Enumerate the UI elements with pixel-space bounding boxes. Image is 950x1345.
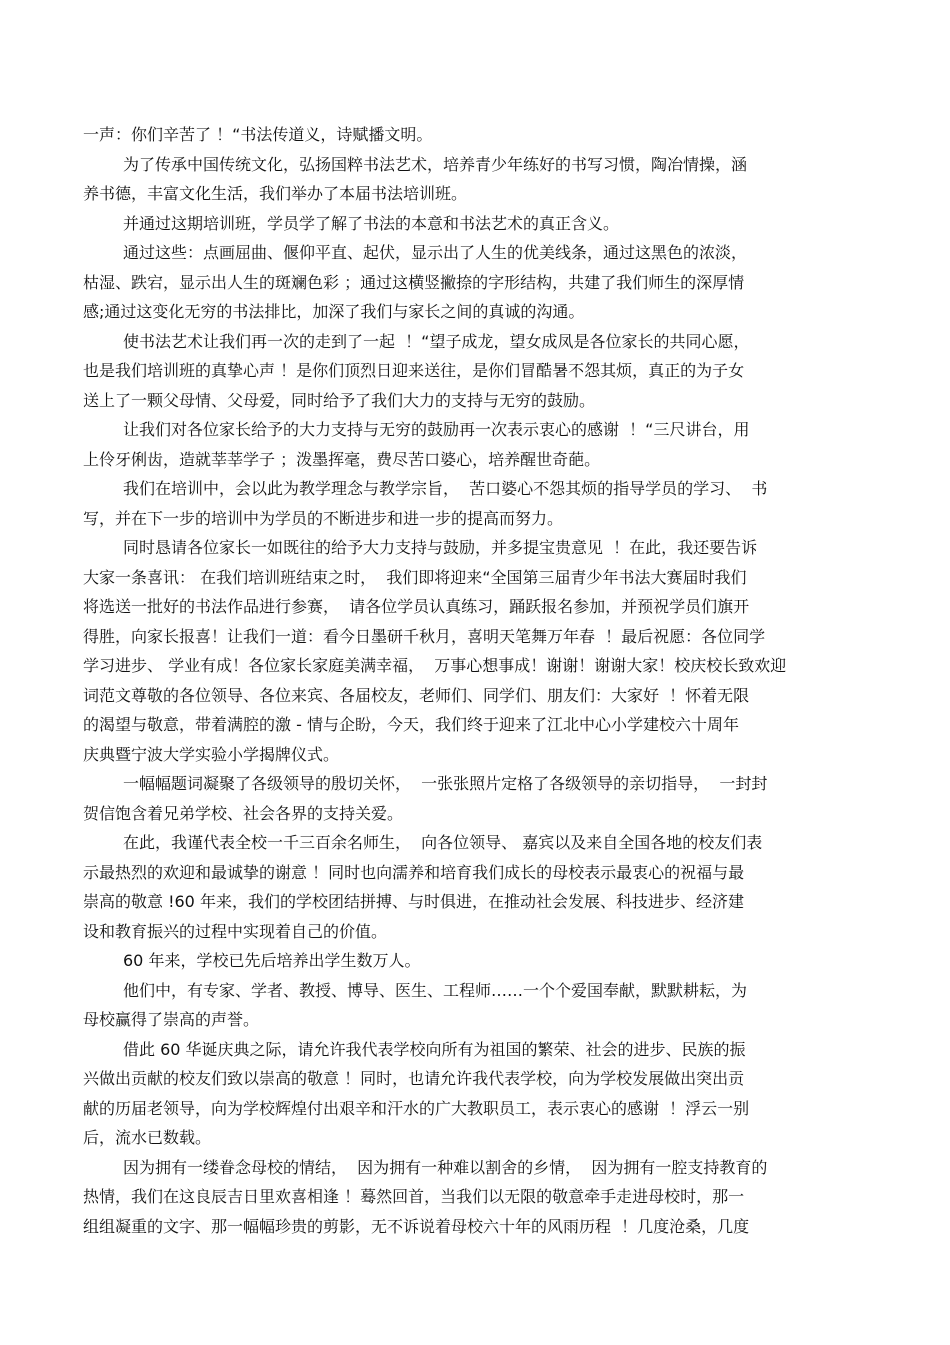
text-line: 上伶牙俐齿，造就莘莘学子 ；泼墨挥毫，费尽苦口婆心，培养醒世奇葩。: [83, 449, 601, 469]
text-line: 大家一条喜讯： 在我们培训班结束之时， 我们即将迎来“全国第三届青少年书法大赛届时我们: [83, 567, 747, 587]
text-line: 也是我们培训班的真挚心声 ！是你们顶烈日迎来送往，是你们冒酷暑不怨其烦，真正的为子女: [83, 361, 745, 380]
text-line: 的渴望与敬意，带着满腔的激 - 情与企盼，今天，我们终于迎来了江北中心小学建校六十周年: [83, 715, 739, 734]
text-line: 并通过这期培训班，学员学了解了书法的本意和书法艺术的真正含义。: [123, 213, 620, 233]
text-line: 词范文尊敬的各位领导、各位来宾、各届校友，老师们、同学们、朋友们：大家好 ！怀着无限: [83, 685, 750, 705]
text-line: 借此 60 华诞庆典之际，请允许我代表学校向所有为祖国的繁荣、社会的进步、民族的振: [123, 1039, 746, 1059]
text-line: 我们在培训中，会以此为教学理念与教学宗旨， 苦口婆心不怨其烦的指导学员的学习、 书: [123, 479, 768, 498]
text-line: 示最热烈的欢迎和最诚挚的谢意 ！同时也向濡养和培育我们成长的母校表示最衷心的祝福与最: [83, 862, 745, 882]
text-line: 兴做出贡献的校友们致以崇高的敬意 ！同时，也请允许我代表学校，向为学校发展做出突出贡: [83, 1069, 745, 1088]
text-line: 通过这些：点画屈曲、偃仰平直、起伏，显示出了人生的优美线条，通过这黑色的浓淡，: [123, 243, 748, 262]
text-line: 让我们对各位家长给予的大力支持与无穷的鼓励再一次表示衷心的感谢 ！“三尺讲台，用: [123, 420, 750, 439]
text-line: 后，流水已数载。: [83, 1128, 212, 1147]
text-line: 母校赢得了崇高的声誉。: [83, 1010, 260, 1029]
text-line: 同时恳请各位家长一如既往的给予大力支持与鼓励，并多提宝贵意见 ！在此，我还要告诉: [123, 538, 758, 557]
text-line: 献的历届老领导，向为学校辉煌付出艰辛和汗水的广大教职员工，表示衷心的感谢 ！浮云一别: [83, 1098, 750, 1118]
text-line: 写，并在下一步的培训中为学员的不断进步和进一步的提高而努力。: [83, 508, 564, 528]
text-line: 送上了一颗父母情、父母爱，同时给予了我们大力的支持与无穷的鼓励。: [83, 390, 596, 410]
text-line: 热情，我们在这良辰吉日里欢喜相逢 ！蓦然回首，当我们以无限的敬意牵手走进母校时，那一: [83, 1187, 745, 1206]
text-line: 崇高的敬意 !60 年来，我们的学校团结拼搏、与时俱进，在推动社会发展、科技进步、经济建: [83, 892, 744, 911]
text-line: 贺信饱含着兄弟学校、社会各界的支持关爱。: [83, 803, 404, 823]
text-line: 感;通过这变化无穷的书法排比，加深了我们与家长之间的真诚的沟通。: [83, 302, 585, 321]
text-line: 枯湿、跌宕，显示出人生的斑斓色彩 ；通过这横竖撇捺的字形结构，共建了我们师生的深厚情: [83, 272, 745, 292]
text-line: 一幅幅题词凝聚了各级领导的殷切关怀， 一张张照片定格了各级领导的亲切指导， 一封封: [123, 774, 768, 793]
text-line: 学习进步、 学业有成！各位家长家庭美满幸福， 万事心想事成！谢谢！谢谢大家！校庆校长致欢迎: [83, 656, 787, 675]
text-line: 一声：你们辛苦了 ！“书法传道义，诗赋播文明。: [83, 125, 433, 144]
text-line: 设和教育振兴的过程中实现着自己的价值。: [83, 921, 388, 941]
text-line: 60 年来，学校已先后培养出学生数万人。: [123, 951, 421, 970]
text-line: 养书德，丰富文化生活，我们举办了本届书法培训班。: [83, 184, 468, 203]
text-line: 得胜，向家长报喜！让我们一道：看今日墨研千秋月，喜明天笔舞万年春 ！最后祝愿：各位同学: [83, 626, 766, 646]
text-line: 因为拥有一缕眷念母校的情结， 因为拥有一种难以割舍的乡情， 因为拥有一腔支持教育的: [123, 1157, 768, 1177]
text-line: 他们中，有专家、学者、教授、博导、医生、工程师……一个个爱国奉献，默默耕耘，为: [123, 980, 748, 1000]
text-line: 庆典暨宁波大学实验小学揭牌仪式。: [83, 744, 340, 764]
body-text: [83, 120, 868, 1241]
text-line: 组组凝重的文字、那一幅幅珍贵的剪影，无不诉说着母校六十年的风雨历程 ！几度沧桑，几度: [83, 1216, 750, 1236]
text-line: 使书法艺术让我们再一次的走到了一起 ！“望子成龙，望女成凤是各位家长的共同心愿，: [123, 331, 750, 351]
text-line: 将选送一批好的书法作品进行参赛， 请各位学员认真练习，踊跃报名参加，并预祝学员们旗开: [83, 597, 750, 616]
text-line: 为了传承中国传统文化，弘扬国粹书法艺术，培养青少年练好的书写习惯，陶冶情操，涵: [123, 154, 748, 174]
text-line: 在此，我谨代表全校一千三百余名师生， 向各位领导、 嘉宾以及来自全国各地的校友们表: [123, 833, 763, 852]
